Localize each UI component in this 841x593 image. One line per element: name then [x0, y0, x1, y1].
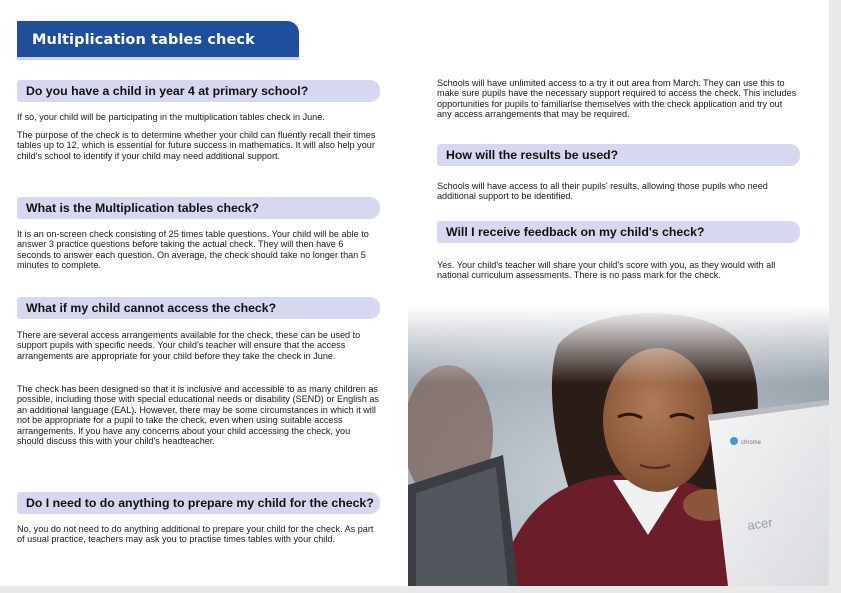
heading-what-is-check: What is the Multiplication tables check? — [17, 197, 380, 219]
heading-prepare: Do I need to do anything to prepare my child for the check? — [17, 492, 380, 514]
paragraph-access-arrangements: There are several access arrangements available for the check, these can be used to support pupils with specific needs. Your child's teacher will ensure that the access arrangements are appropriate for your child before they take the check in June. — [17, 330, 361, 361]
page-title: Multiplication tables check — [32, 32, 255, 48]
paragraph-results: Schools will have access to all their pupils' results, allowing those pupils who need additional support to be identified. — [437, 181, 768, 202]
heading-feedback: Will I receive feedback on my child's check? — [437, 221, 800, 243]
heading-year4: Do you have a child in year 4 at primary school? — [17, 80, 380, 102]
paragraph-check-description: It is an on-screen check consisting of 25 times table questions. Your child will be able to answer 3 practice questions before taking the actual check. They will then have 6 seconds to answer each question. On average, the check should take no longer than 5 minutes to complete. — [17, 229, 369, 271]
title-banner — [17, 21, 299, 60]
photo-child-with-laptop — [408, 305, 829, 586]
photo-illustration — [408, 305, 829, 586]
heading-access: What if my child cannot access the check? — [17, 297, 380, 319]
paragraph-prepare: No, you do not need to do anything additional to prepare your child for the check. As part of usual practice, teachers may ask you to practise times tables with your child. — [17, 524, 374, 545]
paragraph-participation: If so, your child will be participating in the multiplication tables check in June. — [17, 112, 325, 122]
paragraph-purpose: The purpose of the check is to determine whether your child can fluently recall their times tables up to 12, which is essential for future success in mathematics. It will also help your child's school to identify if your child may need additional support. — [17, 130, 376, 161]
paragraph-inclusive: The check has been designed so that it is inclusive and accessible to as many children as possible, including those with special educational needs or disability (SEND) or English as an additional language (EAL). However, there may be some circumstances in which it will not be appropriate for a pupil to take the check, even when using suitable access arrangements. If you have any concerns about your child accessing the check, you should discuss this with your child's headteacher. — [17, 384, 379, 447]
heading-results: How will the results be used? — [437, 144, 800, 166]
paragraph-try-it-out: Schools will have unlimited access to a try it out area from March. They can use this to make sure pupils have the necessary support required to access the check. This includes opportunities for pupils to familiarise themselves with the check application and try out any access arrangements that may be required. — [437, 78, 797, 120]
paragraph-feedback: Yes. Your child's teacher will share your child's score with you, as they would with all national curriculum assessments. There is no pass mark for the check. — [437, 260, 776, 281]
